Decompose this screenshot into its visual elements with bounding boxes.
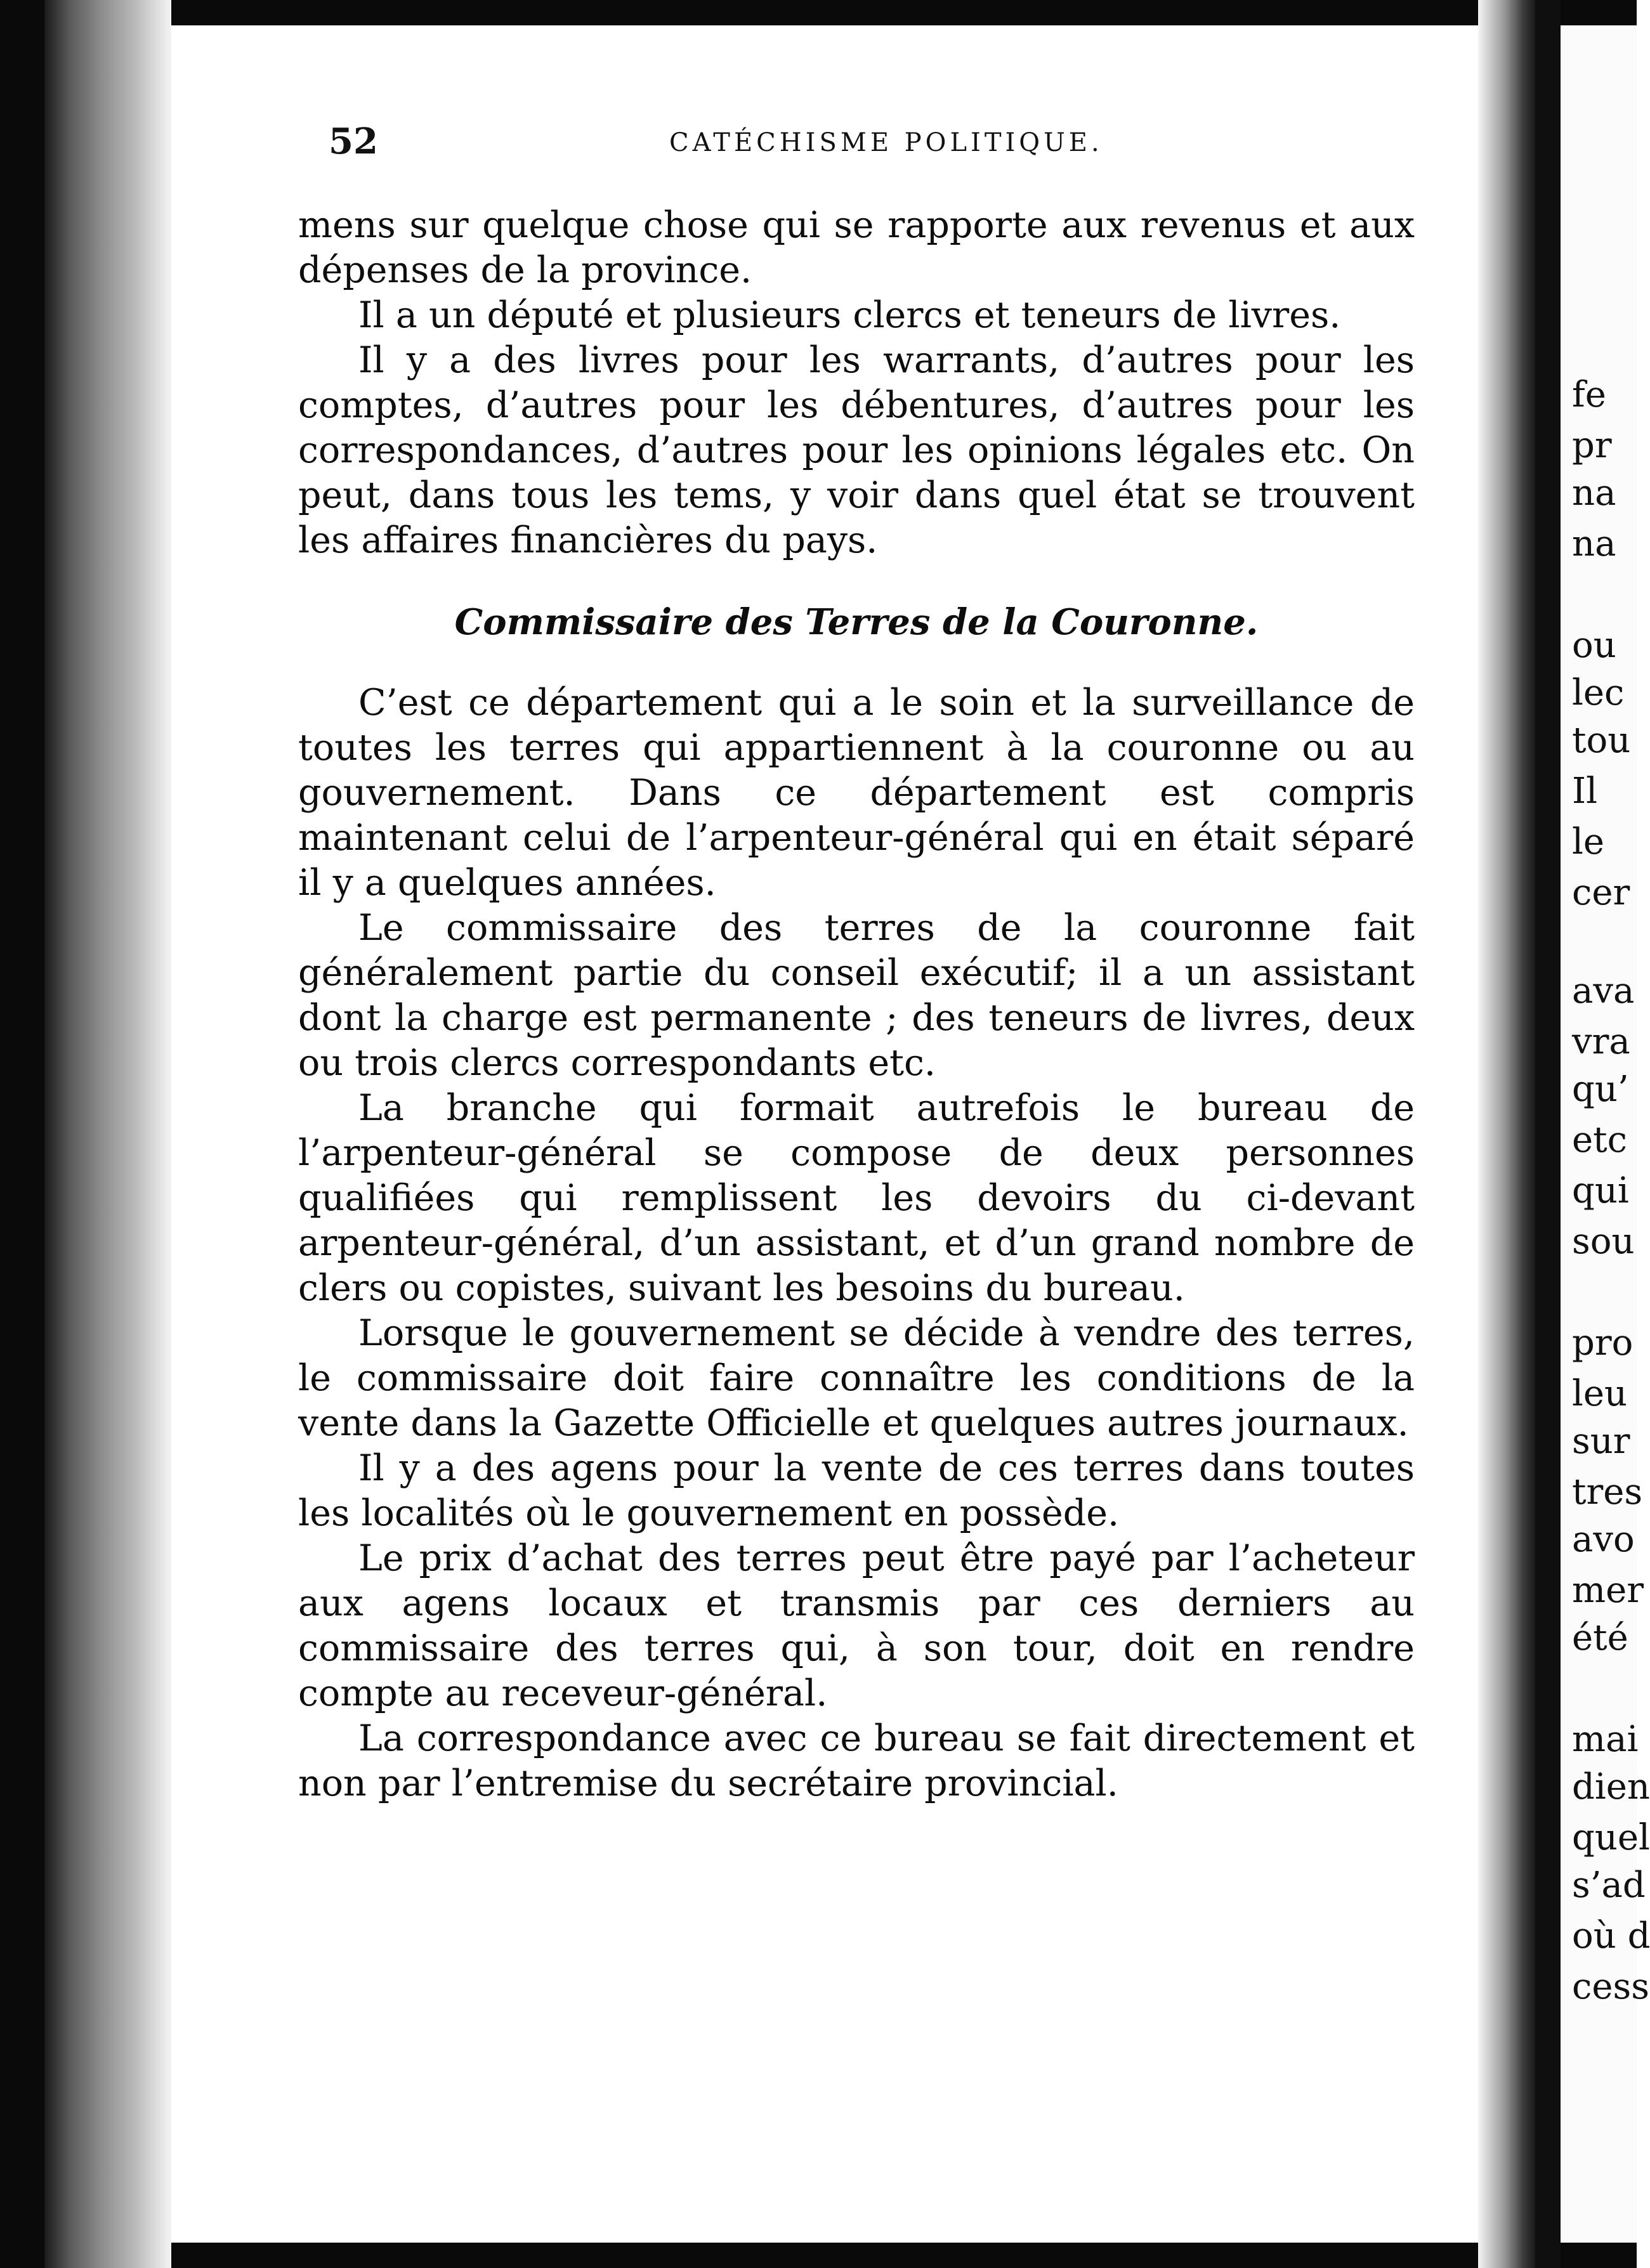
paragraph: La correspondance avec ce bureau se fait directement et non par l’entremise du secrétaire provincial. xyxy=(298,1717,1415,1804)
scan-border-top xyxy=(0,0,1637,25)
page-header xyxy=(0,114,1478,184)
facing-page-fragment: lec xyxy=(1572,672,1625,714)
facing-page-fragment: etc xyxy=(1572,1119,1628,1161)
scan-border-bottom xyxy=(0,2243,1637,2268)
facing-page-fragment: Il xyxy=(1572,771,1598,812)
paragraph: mens sur quelque chose qui se rapporte aux revenus et aux dépenses de la province. xyxy=(298,204,1415,291)
facing-page-fragment: ava xyxy=(1572,970,1635,1012)
facing-page-fragment: fe xyxy=(1572,374,1606,415)
facing-page-fragment: le xyxy=(1572,821,1605,863)
facing-page-fragment: dien xyxy=(1572,1766,1650,1808)
running-title: CATÉCHISME POLITIQUE. xyxy=(669,128,1103,157)
facing-page-fragment: mai xyxy=(1572,1719,1639,1760)
facing-page-fragment: tres xyxy=(1572,1471,1643,1513)
scan-border-left xyxy=(0,0,44,2268)
paragraph: Le commissaire des terres de la couronne fait généralement partie du conseil exécutif; il a un assistant dont la charge est permanente ; des teneurs de livres, deux ou trois clercs correspondants etc. xyxy=(298,907,1415,1084)
facing-page-fragment: leu xyxy=(1572,1373,1628,1414)
facing-page-fragment: na xyxy=(1572,523,1616,564)
body-text xyxy=(298,203,1415,1806)
paragraph: Il y a des livres pour les warrants, d’autres pour les comptes, d’autres pour les débentures, d’autres pour les correspondances, d’autres pour les opinions légales etc. On peut, dans tous les tems, y voir dans quel état se trouvent les affaires financières du pays. xyxy=(298,339,1415,561)
facing-page-fragment: cer xyxy=(1572,872,1630,913)
facing-page-fragment: tou xyxy=(1572,720,1631,761)
section-title: Commissaire des Terres de la Couronne. xyxy=(454,601,1259,643)
facing-page-fragment: cess xyxy=(1572,1966,1649,2007)
facing-page-fragment: où d xyxy=(1572,1915,1650,1957)
facing-page-fragment: na xyxy=(1572,472,1616,514)
facing-page-fragment: qui xyxy=(1572,1170,1629,1211)
facing-page-fragment: mer xyxy=(1572,1570,1644,1611)
facing-page-fragment: sou xyxy=(1572,1221,1635,1262)
facing-page-fragment: avo xyxy=(1572,1519,1635,1560)
binding-gutter xyxy=(44,0,171,2268)
paragraph: C’est ce département qui a le soin et la surveillance de toutes les terres qui appartiennent à la couronne ou au gouvernement. Dans ce département est compris maintenant celui de l’arpenteur-général qui en était séparé il y a quelques années. xyxy=(298,682,1415,904)
facing-page-fragment: s’ad xyxy=(1572,1865,1646,1906)
facing-page-fragment: été xyxy=(1572,1617,1628,1659)
facing-page-fragment: pr xyxy=(1572,425,1612,466)
paragraph: Il a un député et plusieurs clercs et teneurs de livres. xyxy=(358,294,1341,336)
facing-page-edge xyxy=(1561,25,1650,2243)
paragraph: Il y a des agens pour la vente de ces terres dans toutes les localités où le gouvernement en possède. xyxy=(298,1447,1415,1534)
facing-page-fragment: quel xyxy=(1572,1817,1650,1858)
facing-page-fragment: pro xyxy=(1572,1322,1634,1364)
page-number: 52 xyxy=(329,121,378,162)
paragraph: Lorsque le gouvernement se décide à vendre des terres, le commissaire doit faire connaître les conditions de la vente dans la Gazette Officielle et quelques autres journaux. xyxy=(298,1312,1415,1444)
paragraph: La branche qui formait autrefois le bureau de l’arpenteur-général se compose de deux personnes qualifiées qui remplissent les devoirs du ci-devant arpenteur-général, d’un assistant, et d’un grand nombre de clers ou copistes, suivant les besoins du bureau. xyxy=(298,1087,1415,1309)
page-fold xyxy=(1535,0,1561,2268)
facing-page-fragment: sur xyxy=(1572,1421,1630,1462)
page-fold-shadow xyxy=(1478,0,1535,2268)
facing-page-fragment: qu’ xyxy=(1572,1069,1629,1110)
facing-page-fragment: ou xyxy=(1572,625,1616,666)
facing-page-fragment: vra xyxy=(1572,1021,1630,1062)
paragraph: Le prix d’achat des terres peut être payé par l’acheteur aux agens locaux et transmis par ces derniers au commissaire des terres qui, à son tour, doit en rendre compte au receveur-général. xyxy=(298,1537,1415,1714)
